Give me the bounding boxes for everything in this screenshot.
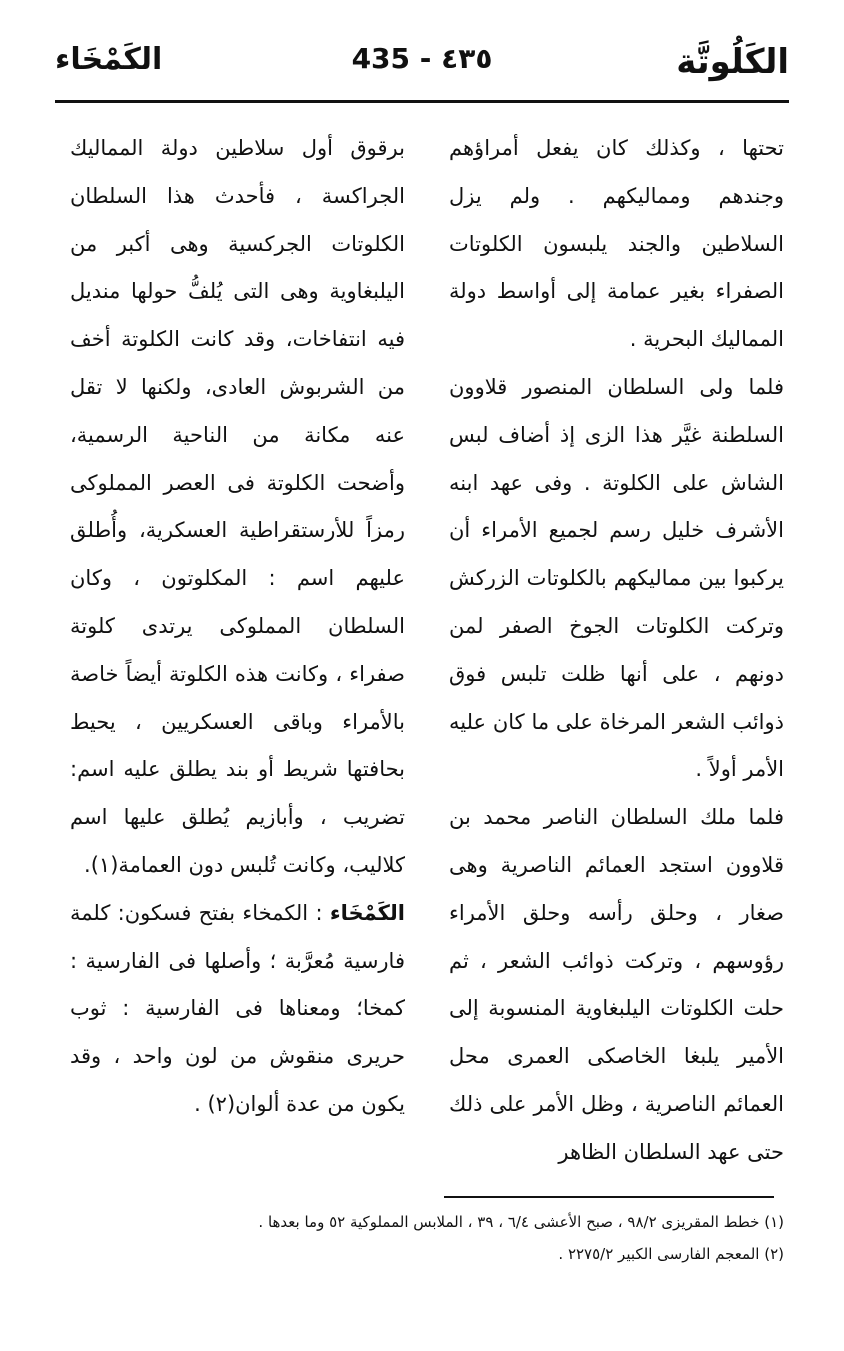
- page-header: [55, 42, 789, 102]
- paragraph: تحتها ، وكذلك كان يفعل أمراؤهم وجندهم ومماليكهم . ولم يزل السلاطين والجند يلبسون الكلوتات الصفراء بغير عمامة إلى أواسط دولة المماليك البحرية .: [449, 136, 784, 352]
- running-head-right: الكَلُوتَّة: [676, 42, 789, 82]
- left-column: [70, 125, 405, 1129]
- entry-paragraph: [70, 890, 405, 1129]
- running-head-left: الكَمْخَاء: [55, 42, 163, 77]
- page-number: 435 - ٤٣٥: [351, 42, 493, 75]
- footnotes: [55, 1206, 784, 1270]
- paragraph: فلما ملك السلطان الناصر محمد بن قلاوون استجد العمائم الناصرية وهى صغار ، وحلق رأسه وحلق الأمراء رؤوسهم ، وتركت ذوائب الشعر ، ثم حلت الكلوتات اليلبغاوية المنسوبة إلى الأمير يلبغا الخاصكى العمرى محل العمائم الناصرية ، وظل الأمر على ذلك حتى عهد السلطان الظاهر: [449, 805, 784, 1164]
- footnote-1: (١) خطط المقريزى ٩٨/٢ ، صبح الأعشى ٦/٤ ، ٣٩ ، الملابس المملوكية ٥٢ وما بعدها .: [258, 1213, 784, 1231]
- paragraph: فلما ولى السلطان المنصور قلاوون السلطنة غيَّر هذا الزى إذ أضاف لبس الشاش على الكلوتة . وفى عهد ابنه الأشرف خليل رسم لجميع الأمراء أن يركبوا بين مماليكهم بالكلوتات الزركش وتركت الكلوتات الجوخ الصفر لمن دونهم ، على أنها ظلت تلبس فوق ذوائب الشعر المرخاة على ما كان عليه الأمر أولاً .: [449, 374, 784, 782]
- entry-term: الكَمْخَاء: [329, 900, 405, 925]
- entry-text: : الكمخاء بفتح فسكون: كلمة فارسية مُعرَّبة ؛ وأصلها فى الفارسية : كمخا؛ ومعناها فى الفارسية : ثوب حريرى منقوش من لون واحد ، وقد يكون من عدة ألوان(٢) .: [70, 900, 405, 1116]
- footnote-2: (٢) المعجم الفارسى الكبير ٢٢٧٥/٢ .: [558, 1245, 784, 1263]
- paragraph: برقوق أول سلاطين دولة المماليك الجراكسة ، فأحدث هذا السلطان الكلوتات الجركسية وهى أكبر من اليلبغاوية وهى التى يُلفُّ حولها منديل فيه انتفاخات، وقد كانت الكلوتة أخف من الشربوش العادى، ولكنها لا تقل عنه مكانة من الناحية الرسمية، وأضحت الكلوتة فى العصر المملوكى رمزاً للأرستقراطية العسكرية، وأُطلق عليهم اسم : المكلوتون ، وكان السلطان المملوكى يرتدى كلوتة صفراء ، وكانت هذه الكلوتة أيضاً خاصة بالأمراء وباقى العسكريين ، يحيط بحافتها شريط أو بند يطلق عليه اسم: تضريب ، وأبازيم يُطلق عليها اسم كلاليب، وكانت تُلبس دون العمامة(١).: [70, 136, 405, 877]
- header-rule: [55, 100, 789, 103]
- right-column: [449, 125, 784, 1177]
- footnote-rule: [444, 1196, 774, 1198]
